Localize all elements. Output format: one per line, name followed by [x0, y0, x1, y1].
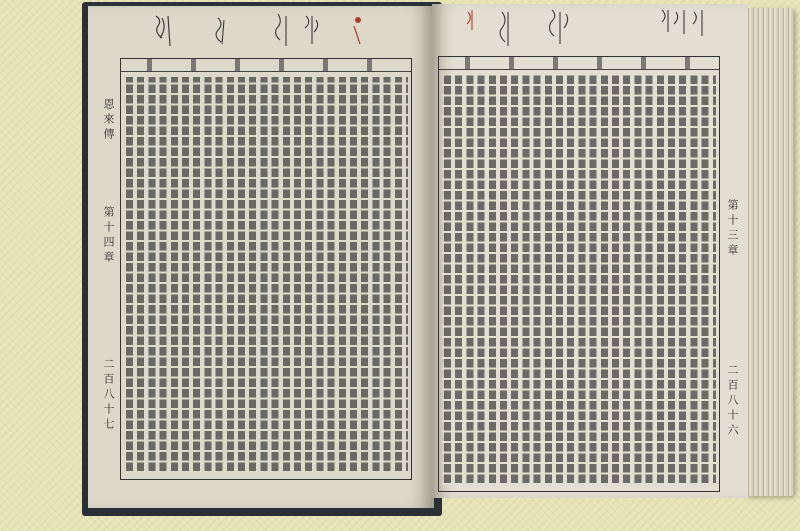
text-grid [438, 56, 720, 492]
chapter-label: 第十三章 [726, 199, 739, 259]
page-number: 二百八十六 [726, 364, 739, 439]
page-edges [746, 8, 794, 496]
handwritten-annotation [148, 10, 378, 62]
chapter-label: 第十四章 [102, 206, 115, 266]
body-text-columns [124, 77, 408, 473]
book-title-label: 恩來傳 [102, 98, 115, 143]
page-number: 二百八十七 [102, 358, 115, 433]
header-row [439, 57, 719, 70]
header-row [121, 59, 411, 72]
right-page [432, 4, 748, 498]
left-page [88, 6, 434, 508]
handwritten-annotation [462, 6, 732, 56]
text-grid [120, 58, 412, 480]
body-text-columns [442, 75, 716, 485]
